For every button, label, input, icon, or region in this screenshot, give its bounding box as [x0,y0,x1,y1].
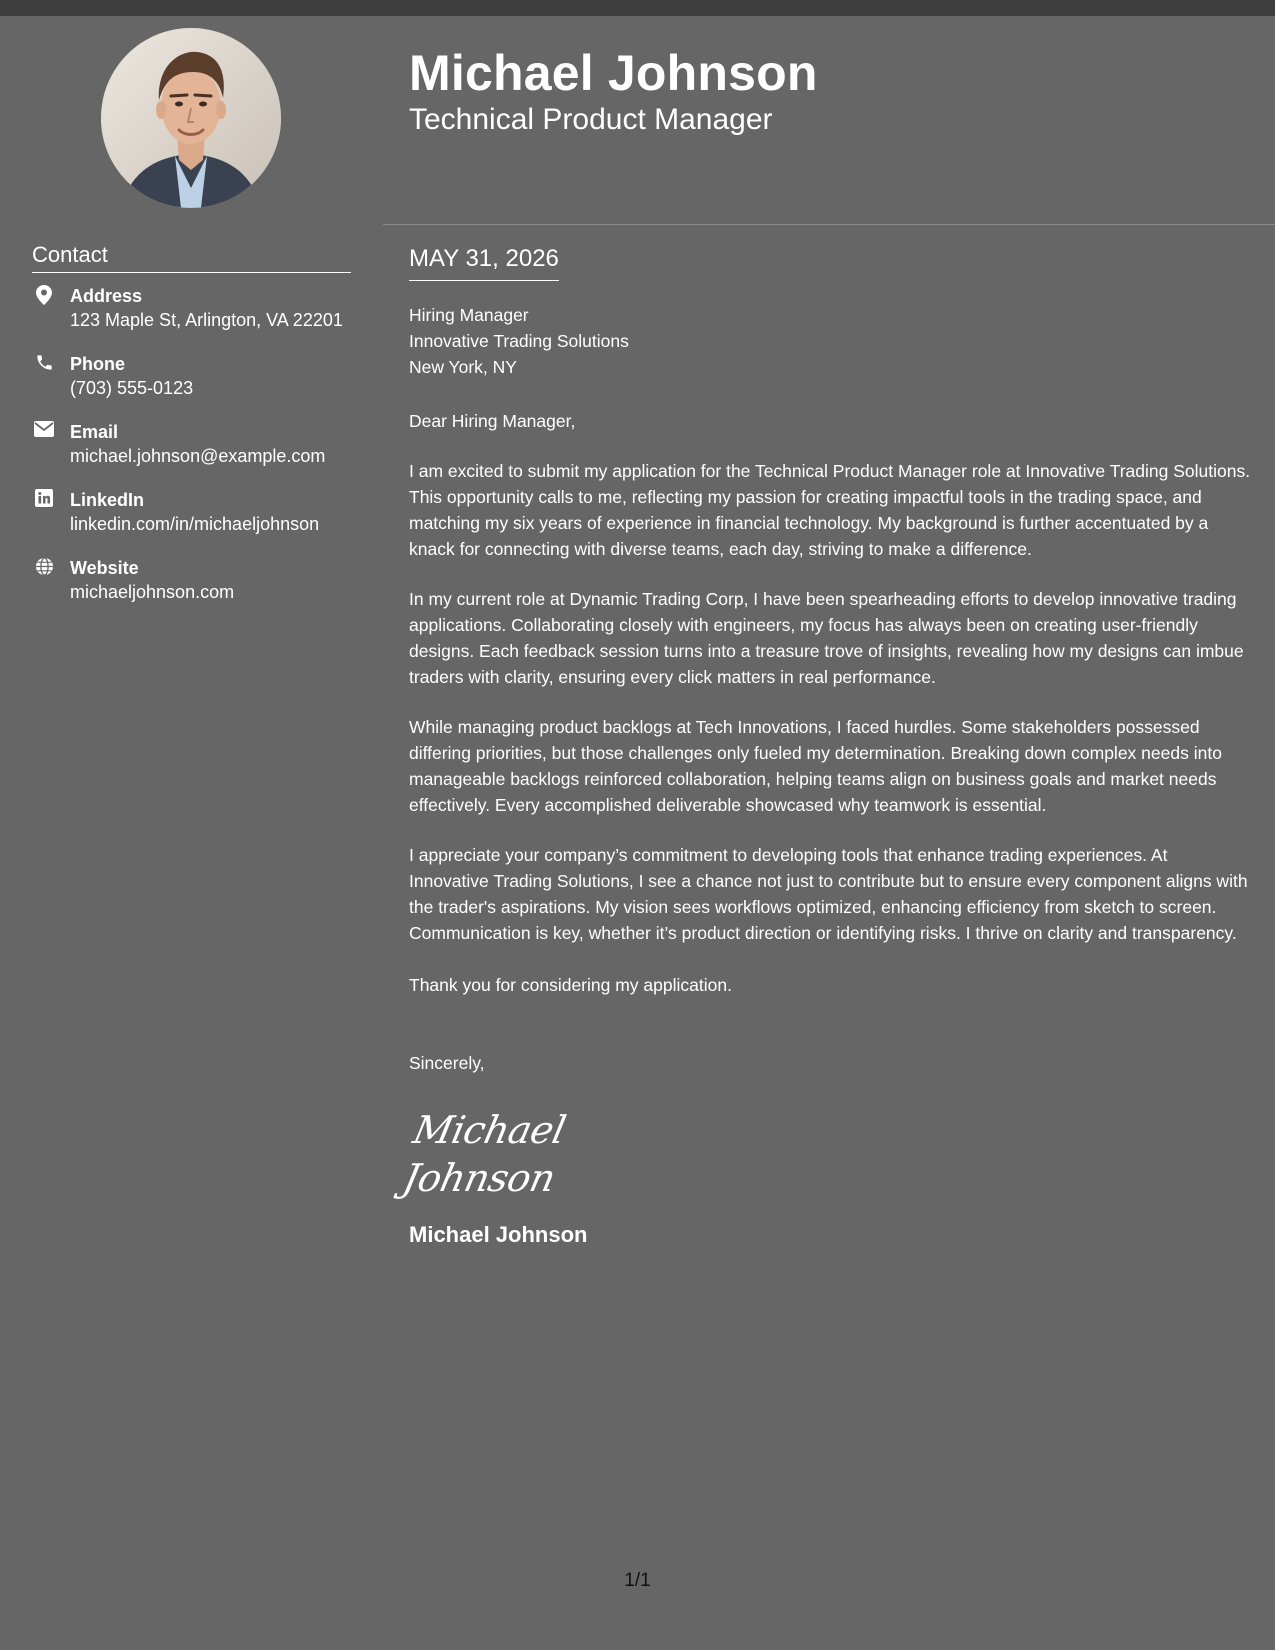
sidebar [0,16,383,1650]
contact-website [32,556,362,605]
contact-email [32,420,362,469]
job-title: Technical Product Manager [409,103,773,136]
paragraph: I am excited to submit my application for the Technical Product Manager role at Innovative Trading Solutions. This opportunity calls to me, reflecting my passion for creating impactful tools in the trading space, and matching my six years of experience in financial technology. My background is further accentuated by a knack for connecting with diverse teams, each day, striving to make a difference. [409,461,1251,559]
recipient-line: Innovative Trading Solutions [409,331,629,351]
email-value[interactable]: michael.johnson@example.com [70,446,326,466]
contact-phone [32,352,362,401]
contact-linkedin [32,488,362,537]
contact-label: Email [70,422,119,442]
top-bar [0,0,1275,16]
envelope-icon [32,421,56,445]
phone-value: (703) 555-0123 [70,378,194,398]
profile-photo-illustration [101,28,281,208]
applicant-name: Michael Johnson [409,45,818,101]
paragraph: I appreciate your company’s commitment to developing tools that enhance trading experiences. At Innovative Trading Solutions, I see a chance not just to contribute but to ensure every component aligns with the trader's aspirations. My vision sees workflows optimized, enhancing efficiency from sketch to screen. Communication is key, whether it’s product direction or identifying risks. I thrive on clarity and transparency. [409,845,1248,943]
letter-date: MAY 31, 2026 [409,244,559,281]
paragraph: In my current role at Dynamic Trading Corp, I have been spearheading efforts to develop innovative trading applications. Collaborating closely with engineers, my focus has always been on creating user-friendly designs. Each feedback session turns into a treasure trove of insights, revealing how my designs can imbue traders with clarity, ensuring every click matters in real performance. [409,589,1244,687]
contact-list [32,284,362,624]
signature: Michael Johnson [399,1108,570,1200]
address-value: 123 Maple St, Arlington, VA 22201 [70,310,343,330]
linkedin-icon [32,489,56,513]
greeting: Dear Hiring Manager, [409,411,576,431]
contact-label: Address [70,286,143,306]
contact-label: Phone [70,354,126,374]
contact-heading: Contact [32,242,351,273]
phone-icon [32,353,56,377]
contact-label: LinkedIn [70,490,145,510]
signed-name: Michael Johnson [409,1222,588,1247]
thanks-line: Thank you for considering my application. [409,975,732,995]
recipient-line: Hiring Manager [409,305,529,325]
globe-icon [32,557,56,581]
contact-label: Website [70,558,139,578]
closing: Sincerely, [409,1053,485,1073]
profile-photo [101,28,281,208]
linkedin-value[interactable]: linkedin.com/in/michaeljohnson [70,514,320,534]
recipient-block [409,302,1251,380]
page-number: 1/1 [624,1570,651,1591]
main-content [383,16,1275,1650]
website-value[interactable]: michaeljohnson.com [70,582,235,602]
location-pin-icon [32,285,56,309]
paragraph: While managing product backlogs at Tech Innovations, I faced hurdles. Some stakeholders possessed differing priorities, but those challenges only fueled my determination. Breaking down complex needs into manageable backlogs reinforced collaboration, helping teams align on business goals and market needs effectively. Every accomplished deliverable showcased why teamwork is essential. [409,717,1222,815]
header-divider [383,224,1275,225]
contact-address [32,284,362,333]
recipient-line: New York, NY [409,357,517,377]
letter-body [399,302,1251,1248]
